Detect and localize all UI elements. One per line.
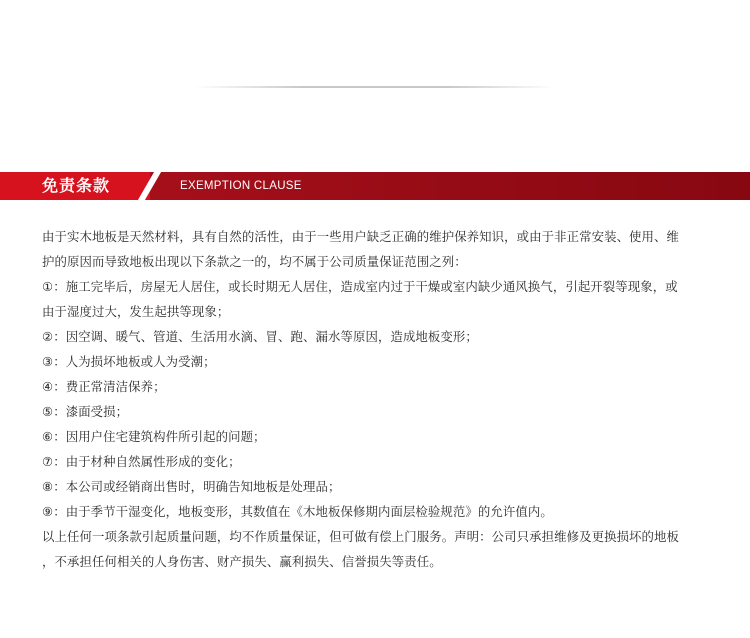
clause-line: ⑨：由于季节干湿变化，地板变形，其数值在《木地板保修期内面层检验规范》的允许值内。 — [42, 504, 553, 519]
clause-body — [42, 224, 712, 574]
clause-line: ，不承担任何相关的人身伤害、财产损失、赢利损失、信誉损失等责任。 — [42, 554, 442, 569]
clause-line: ③：人为损坏地板或人为受潮； — [42, 354, 216, 369]
clause-line: 以上任何一项条款引起质量问题，均不作质量保证，但可做有偿上门服务。声明：公司只承担维修及更换损坏的地板 — [42, 529, 680, 544]
clause-line: ⑦：由于材种自然属性形成的变化； — [42, 454, 241, 469]
banner-title-en: EXEMPTION CLAUSE — [180, 180, 302, 192]
clause-line: 由于湿度过大，发生起拱等现象； — [42, 304, 230, 319]
top-divider — [195, 86, 555, 88]
section-banner — [0, 172, 750, 200]
clause-line: ⑥：因用户住宅建筑构件所引起的问题； — [42, 429, 266, 444]
clause-line: 护的原因而导致地板出现以下条款之一的，均不属于公司质量保证范围之列： — [42, 254, 467, 269]
clause-line: ⑧：本公司或经销商出售时，明确告知地板是处理品； — [42, 479, 341, 494]
clause-line: ②：因空调、暖气、管道、生活用水滴、冒、跑、漏水等原因，造成地板变形； — [42, 329, 478, 344]
clause-line: ①：施工完毕后，房屋无人居住，或长时期无人居住，造成室内过于干燥或室内缺少通风换气，引起开裂等现象，或 — [42, 279, 678, 294]
clause-line: 由于实木地板是天然材料，具有自然的活性，由于一些用户缺乏正确的维护保养知识，或由于非正常安装、使用、维 — [42, 229, 680, 244]
clause-line: ⑤：漆面受损； — [42, 404, 129, 419]
clause-line: ④：费正常清洁保养； — [42, 379, 166, 394]
banner-title-cn: 免责条款 — [42, 176, 111, 195]
